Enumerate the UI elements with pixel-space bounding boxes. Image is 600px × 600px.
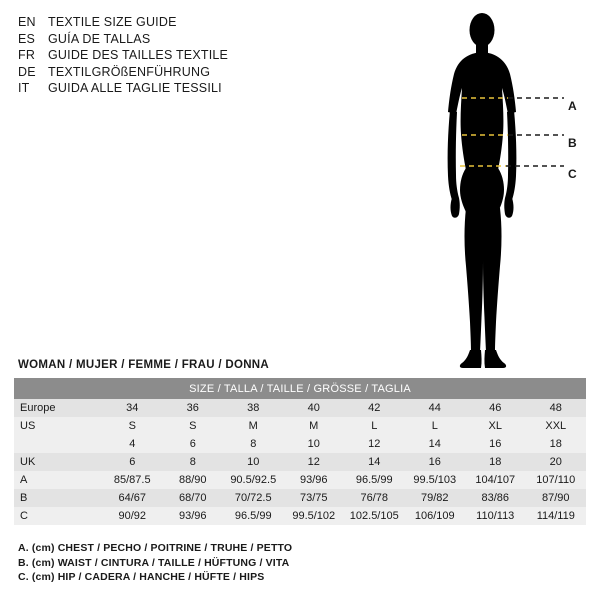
language-title: GUÍA DE TALLAS xyxy=(48,31,151,46)
cell: 93/96 xyxy=(284,471,345,489)
cell: 8 xyxy=(223,435,284,453)
language-row xyxy=(18,64,318,81)
cell: M xyxy=(284,417,345,435)
table-row xyxy=(14,435,586,453)
cell: 48 xyxy=(526,399,587,417)
cell: 46 xyxy=(465,399,526,417)
cell: 90/92 xyxy=(102,507,163,525)
cell: 70/72.5 xyxy=(223,489,284,507)
measurement-notes xyxy=(18,541,292,585)
cell: 96.5/99 xyxy=(344,471,405,489)
cell: 8 xyxy=(163,453,224,471)
language-title: GUIDA ALLE TAGLIE TESSILI xyxy=(48,81,222,95)
cell: 99.5/103 xyxy=(405,471,466,489)
row-label: UK xyxy=(14,453,102,471)
cell: XXL xyxy=(526,417,587,435)
table-row xyxy=(14,507,586,525)
size-table-container xyxy=(14,378,586,525)
language-row xyxy=(18,31,318,48)
cell: 79/82 xyxy=(405,489,466,507)
cell: 64/67 xyxy=(102,489,163,507)
cell: 38 xyxy=(223,399,284,417)
cell: 96.5/99 xyxy=(223,507,284,525)
cell: L xyxy=(344,417,405,435)
cell: 68/70 xyxy=(163,489,224,507)
table-row xyxy=(14,453,586,471)
cell: 18 xyxy=(465,453,526,471)
language-row xyxy=(18,80,318,97)
cell: S xyxy=(102,417,163,435)
cell: 110/113 xyxy=(465,507,526,525)
cell: 99.5/102 xyxy=(284,507,345,525)
cell: 20 xyxy=(526,453,587,471)
cell: 114/119 xyxy=(526,507,587,525)
cell: 16 xyxy=(465,435,526,453)
cell: 10 xyxy=(223,453,284,471)
row-label: US xyxy=(14,417,102,435)
cell: 6 xyxy=(102,453,163,471)
row-label xyxy=(14,435,102,453)
table-row xyxy=(14,489,586,507)
table-row xyxy=(14,417,586,435)
cell: 34 xyxy=(102,399,163,417)
language-header-block xyxy=(18,14,318,97)
cell: 12 xyxy=(284,453,345,471)
language-code: IT xyxy=(18,81,30,95)
cell: 6 xyxy=(163,435,224,453)
language-code: DE xyxy=(18,64,36,79)
row-label: C xyxy=(14,507,102,525)
cell: 42 xyxy=(344,399,405,417)
row-label: A xyxy=(14,471,102,489)
row-label: Europe xyxy=(14,399,102,417)
cell: 83/86 xyxy=(465,489,526,507)
cell: 14 xyxy=(344,453,405,471)
cell: 12 xyxy=(344,435,405,453)
note-chest: A. (cm) CHEST / PECHO / POITRINE / TRUHE / PETTO xyxy=(18,542,293,554)
cell: 4 xyxy=(102,435,163,453)
cell: S xyxy=(163,417,224,435)
cell: XL xyxy=(465,417,526,435)
cell: 73/75 xyxy=(284,489,345,507)
cell: 36 xyxy=(163,399,224,417)
section-title: WOMAN / MUJER / FEMME / FRAU / DONNA xyxy=(18,359,270,371)
language-row xyxy=(18,47,318,64)
marker-label-c: C xyxy=(568,167,577,181)
cell: 44 xyxy=(405,399,466,417)
table-header-row xyxy=(14,378,586,399)
cell: 87/90 xyxy=(526,489,587,507)
language-code: EN xyxy=(18,15,36,29)
size-table xyxy=(14,378,586,525)
cell: 106/109 xyxy=(405,507,466,525)
cell: M xyxy=(223,417,284,435)
cell: L xyxy=(405,417,466,435)
marker-label-b: B xyxy=(568,136,577,150)
language-code: FR xyxy=(18,48,36,62)
table-header-label: SIZE / TALLA / TAILLE / GRÖSSE / TAGLIA xyxy=(14,378,586,399)
cell: 40 xyxy=(284,399,345,417)
table-row xyxy=(14,471,586,489)
cell: 88/90 xyxy=(163,471,224,489)
language-title: TEXTILE SIZE GUIDE xyxy=(48,15,177,29)
row-label: B xyxy=(14,489,102,507)
female-silhouette-figure xyxy=(400,8,590,378)
cell: 93/96 xyxy=(163,507,224,525)
cell: 18 xyxy=(526,435,587,453)
cell: 16 xyxy=(405,453,466,471)
language-title: GUIDE DES TAILLES TEXTILE xyxy=(48,48,229,62)
note-waist: B. (cm) WAIST / CINTURA / TAILLE / HÜFTUNG / VITA xyxy=(18,556,290,569)
cell: 76/78 xyxy=(344,489,405,507)
cell: 14 xyxy=(405,435,466,453)
note-hip: C. (cm) HIP / CADERA / HANCHE / HÜFTE / HIPS xyxy=(18,571,265,583)
table-row xyxy=(14,399,586,417)
language-title: TEXTILGRÖßENFÜHRUNG xyxy=(48,64,211,79)
cell: 102.5/105 xyxy=(344,507,405,525)
language-row xyxy=(18,14,318,31)
cell: 104/107 xyxy=(465,471,526,489)
cell: 107/110 xyxy=(526,471,587,489)
marker-label-a: A xyxy=(568,99,577,113)
cell: 85/87.5 xyxy=(102,471,163,489)
silhouette-svg xyxy=(400,8,590,378)
language-code: ES xyxy=(18,31,36,46)
cell: 90.5/92.5 xyxy=(223,471,284,489)
cell: 10 xyxy=(284,435,345,453)
